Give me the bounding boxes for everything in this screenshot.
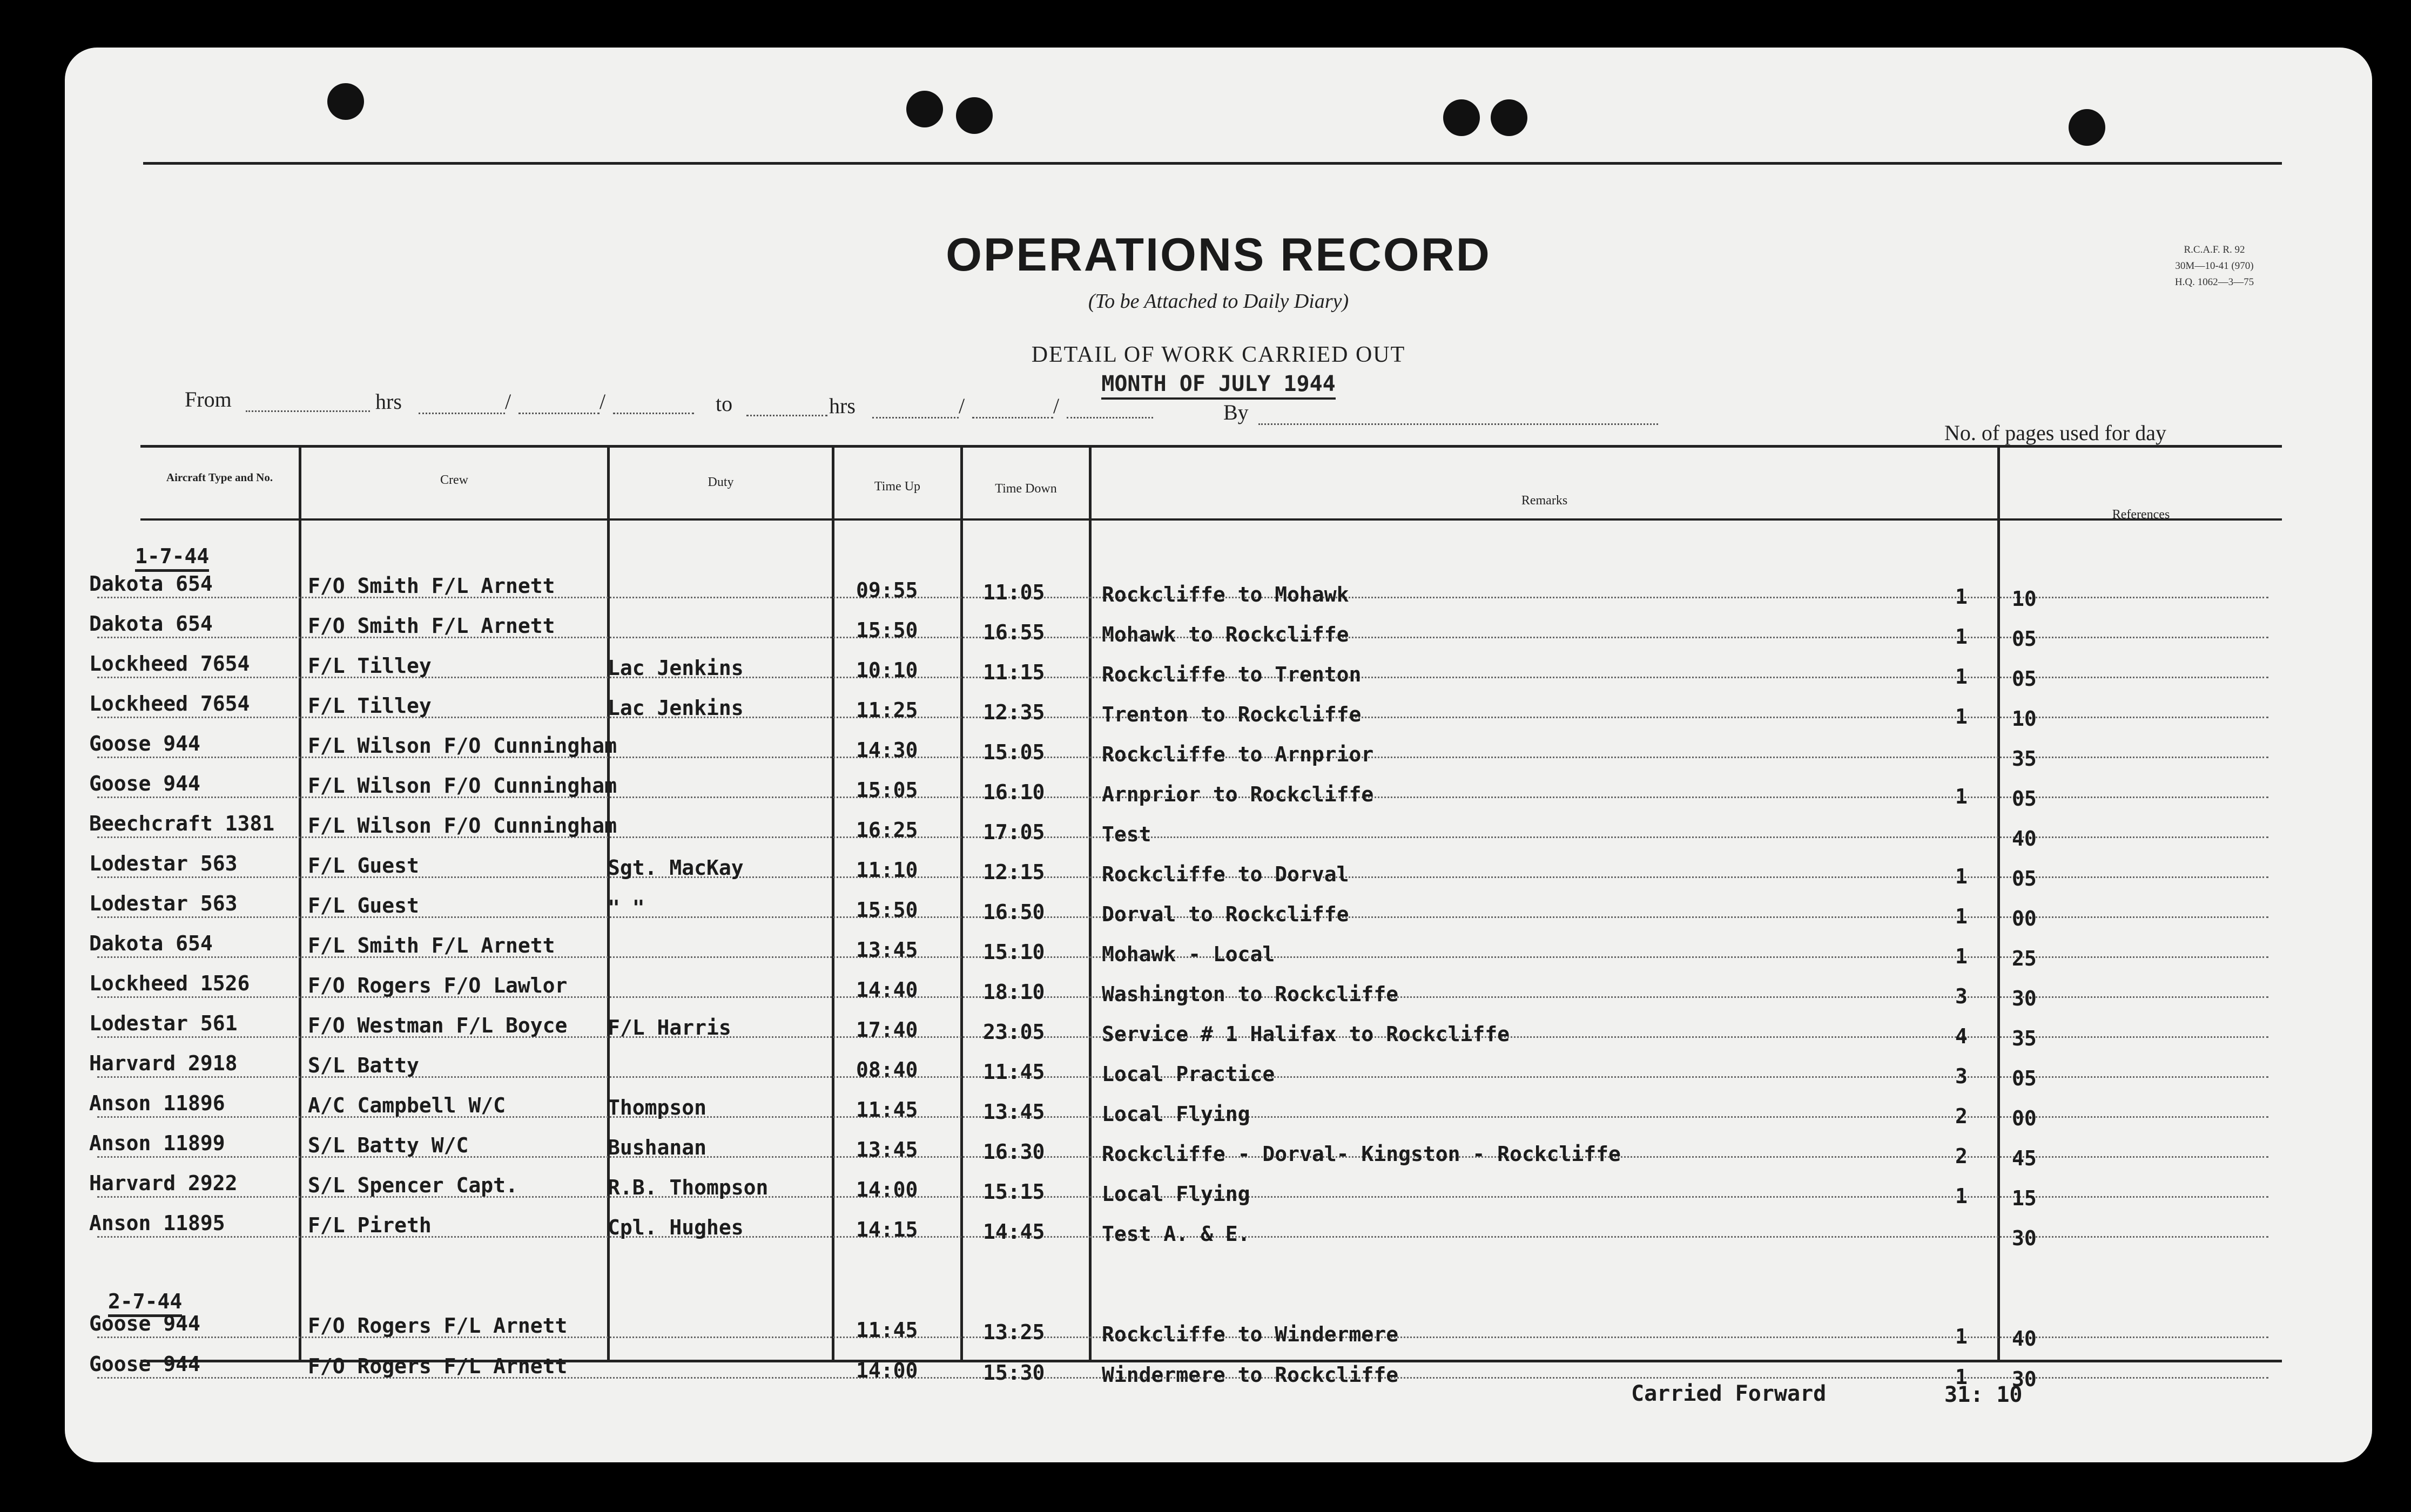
remarks-cell: Local Flying — [1102, 1182, 1250, 1206]
remarks-cell: Rockcliffe to Windermere — [1102, 1322, 1399, 1346]
time-up-cell: 17:40 — [856, 1018, 918, 1042]
remarks-cell: Windermere to Rockcliffe — [1102, 1363, 1399, 1387]
page-subtitle: (To be Attached to Daily Diary) — [1088, 290, 1349, 313]
minutes-cell: 40 — [2012, 1327, 2037, 1351]
aircraft-cell: Harvard 2918 — [89, 1051, 238, 1075]
punch-hole — [906, 91, 943, 127]
time-down-cell: 17:05 — [983, 820, 1045, 844]
crew-cell: F/L Wilson F/O Cunningham — [308, 814, 617, 838]
remarks-cell: Local Practice — [1102, 1062, 1275, 1086]
remarks-cell: Test — [1102, 822, 1151, 846]
aircraft-cell: Lockheed 7654 — [89, 692, 250, 716]
hours-cell: 1 — [1955, 785, 1968, 808]
minutes-cell: 35 — [2012, 1027, 2037, 1050]
time-up-cell: 15:05 — [856, 778, 918, 802]
aircraft-cell: Harvard 2922 — [89, 1171, 238, 1195]
top-rule — [143, 162, 2282, 165]
duty-cell: F/L Harris — [608, 1016, 731, 1040]
time-down-cell: 11:15 — [983, 660, 1045, 684]
to-label: to — [716, 392, 733, 416]
hours-cell: 1 — [1955, 665, 1968, 688]
punch-hole — [956, 97, 993, 134]
time-down-cell: 18:10 — [983, 980, 1045, 1004]
hours-cell: 2 — [1955, 1144, 1968, 1168]
punch-hole — [327, 83, 364, 120]
table-header-rule — [140, 518, 2282, 521]
time-down-cell: 23:05 — [983, 1020, 1045, 1044]
time-down-cell: 16:30 — [983, 1140, 1045, 1164]
time-down-cell: 12:15 — [983, 860, 1045, 884]
aircraft-cell: Anson 11895 — [89, 1211, 225, 1235]
aircraft-cell: Lodestar 563 — [89, 852, 238, 875]
time-down-cell: 16:55 — [983, 620, 1045, 644]
time-down-cell: 15:10 — [983, 940, 1045, 964]
minutes-cell: 35 — [2012, 747, 2037, 771]
time-up-cell: 10:10 — [856, 658, 918, 682]
aircraft-cell: Dakota 654 — [89, 612, 213, 636]
crew-cell: F/L Smith F/L Arnett — [308, 934, 555, 957]
pages-label: No. of pages used for day — [1944, 421, 2166, 445]
time-down-cell: 15:05 — [983, 740, 1045, 764]
duty-cell: Thompson — [608, 1096, 707, 1119]
remarks-cell: Dorval to Rockcliffe — [1102, 902, 1349, 926]
crew-cell: F/L Guest — [308, 854, 419, 878]
aircraft-cell: Lodestar 561 — [89, 1011, 238, 1035]
crew-cell: S/L Batty W/C — [308, 1133, 469, 1157]
time-down-cell: 16:50 — [983, 900, 1045, 924]
minutes-cell: 30 — [2012, 1367, 2037, 1391]
hours-cell: 1 — [1955, 1325, 1968, 1348]
aircraft-cell: Beechcraft 1381 — [89, 812, 275, 835]
remarks-cell: Rockcliffe to Trenton — [1102, 663, 1362, 686]
crew-cell: F/O Smith F/L Arnett — [308, 614, 555, 638]
month-heading: MONTH OF JULY 1944 — [65, 372, 2372, 396]
hours-cell: 1 — [1955, 705, 1968, 728]
crew-cell: F/L Guest — [308, 894, 419, 917]
time-up-cell: 14:00 — [856, 1178, 918, 1202]
remarks-cell: Rockcliffe to Mohawk — [1102, 583, 1349, 606]
minutes-cell: 30 — [2012, 1226, 2037, 1250]
duty-cell: Lac Jenkins — [608, 696, 744, 720]
time-down-cell: 16:10 — [983, 780, 1045, 804]
crew-cell: F/O Rogers F/L Arnett — [308, 1314, 568, 1338]
remarks-cell: Arnprior to Rockcliffe — [1102, 782, 1374, 806]
remarks-cell: Washington to Rockcliffe — [1102, 982, 1399, 1006]
time-up-cell: 14:40 — [856, 978, 918, 1002]
hrs-label: hrs — [375, 389, 402, 414]
slash-label: / — [600, 389, 606, 414]
crew-cell: F/L Wilson F/O Cunningham — [308, 734, 617, 758]
col-duty: Duty — [708, 475, 734, 489]
minutes-cell: 30 — [2012, 987, 2037, 1010]
crew-cell: S/L Spencer Capt. — [308, 1173, 518, 1197]
aircraft-cell: Anson 11899 — [89, 1131, 225, 1155]
time-up-cell: 15:50 — [856, 898, 918, 922]
hours-cell: 1 — [1955, 944, 1968, 968]
time-up-cell: 14:30 — [856, 738, 918, 762]
date-header: 2-7-44 — [108, 1290, 182, 1317]
col-aircraft: Aircraft Type and No. — [166, 471, 273, 484]
punch-hole — [1443, 99, 1480, 136]
slash-label: / — [1053, 394, 1060, 418]
aircraft-cell: Goose 944 — [89, 1352, 200, 1376]
hours-cell: 4 — [1955, 1024, 1968, 1048]
minutes-cell: 10 — [2012, 707, 2037, 731]
minutes-cell: 05 — [2012, 627, 2037, 651]
remarks-cell: Local Flying — [1102, 1102, 1250, 1126]
slash-label: / — [959, 394, 965, 418]
slash-label: / — [505, 389, 511, 414]
remarks-cell: Rockcliffe to Dorval — [1102, 862, 1349, 886]
minutes-cell: 40 — [2012, 827, 2037, 850]
duty-cell: Sgt. MacKay — [608, 856, 744, 880]
time-up-cell: 09:55 — [856, 578, 918, 602]
page-title: OPERATIONS RECORD — [946, 229, 1491, 281]
minutes-cell: 45 — [2012, 1146, 2037, 1170]
remarks-cell: Service # 1 Halifax to Rockcliffe — [1102, 1022, 1510, 1046]
hours-cell: 2 — [1955, 1104, 1968, 1128]
minutes-cell: 00 — [2012, 1106, 2037, 1130]
by-label: By — [1223, 400, 1249, 424]
remarks-cell: Trenton to Rockcliffe — [1102, 703, 1362, 726]
hours-cell: 1 — [1955, 1365, 1968, 1389]
carried-forward-value: 31: 10 — [1944, 1382, 2023, 1407]
minutes-cell: 05 — [2012, 867, 2037, 890]
hours-cell: 3 — [1955, 1064, 1968, 1088]
time-up-cell: 13:45 — [856, 938, 918, 962]
crew-cell: F/L Pireth — [308, 1213, 432, 1237]
minutes-cell: 05 — [2012, 787, 2037, 811]
aircraft-cell: Goose 944 — [89, 732, 200, 755]
minutes-cell: 05 — [2012, 1066, 2037, 1090]
time-down-cell: 13:25 — [983, 1320, 1045, 1344]
hours-cell: 1 — [1955, 865, 1968, 888]
aircraft-cell: Anson 11896 — [89, 1091, 225, 1115]
crew-cell: S/L Batty — [308, 1054, 419, 1077]
remarks-cell: Mohawk - Local — [1102, 942, 1275, 966]
time-up-cell: 14:15 — [856, 1218, 918, 1241]
punch-hole — [2069, 109, 2105, 146]
time-up-cell: 16:25 — [856, 818, 918, 842]
table-top-rule — [140, 445, 2282, 448]
time-down-cell: 11:05 — [983, 580, 1045, 604]
time-up-cell: 11:10 — [856, 858, 918, 882]
aircraft-cell: Lodestar 563 — [89, 892, 238, 915]
hours-cell: 1 — [1955, 585, 1968, 609]
remarks-cell: Test A. & E. — [1102, 1222, 1250, 1246]
time-down-cell: 13:45 — [983, 1100, 1045, 1124]
duty-cell: Lac Jenkins — [608, 656, 744, 680]
remarks-cell: Mohawk to Rockcliffe — [1102, 623, 1349, 646]
time-up-cell: 13:45 — [856, 1138, 918, 1162]
aircraft-cell: Lockheed 1526 — [89, 971, 250, 995]
carried-forward-label: Carried Forward — [1631, 1381, 1827, 1406]
col-references: References — [2112, 508, 2170, 522]
operations-record-card — [65, 48, 2372, 1462]
from-label: From — [185, 387, 232, 411]
col-time-up: Time Up — [874, 480, 921, 494]
crew-cell: F/L Wilson F/O Cunningham — [308, 774, 617, 798]
aircraft-cell: Goose 944 — [89, 1312, 200, 1335]
time-up-cell: 11:45 — [856, 1318, 918, 1342]
crew-cell: F/O Rogers F/L Arnett — [308, 1354, 568, 1378]
minutes-cell: 05 — [2012, 667, 2037, 691]
aircraft-cell: Goose 944 — [89, 772, 200, 795]
aircraft-cell: Dakota 654 — [89, 932, 213, 955]
time-down-cell: 14:45 — [983, 1220, 1045, 1244]
time-up-cell: 08:40 — [856, 1058, 918, 1082]
col-remarks: Remarks — [1521, 494, 1568, 508]
crew-cell: F/O Westman F/L Boyce — [308, 1014, 568, 1037]
time-down-cell: 11:45 — [983, 1060, 1045, 1084]
crew-cell: A/C Campbell W/C — [308, 1094, 506, 1117]
remarks-cell: Rockcliffe - Dorval- Kingston - Rockcliffe — [1102, 1142, 1621, 1166]
hrs-label: hrs — [829, 394, 856, 418]
duty-cell: Bushanan — [608, 1136, 707, 1159]
col-time-down: Time Down — [995, 482, 1057, 496]
detail-heading: DETAIL OF WORK CARRIED OUT — [1031, 342, 1406, 367]
time-up-cell: 14:00 — [856, 1359, 918, 1382]
crew-cell: F/O Rogers F/O Lawlor — [308, 974, 568, 997]
duty-cell: " " — [608, 896, 645, 920]
time-up-cell: 11:25 — [856, 698, 918, 722]
duty-cell: Cpl. Hughes — [608, 1216, 744, 1239]
minutes-cell: 00 — [2012, 907, 2037, 930]
col-crew: Crew — [440, 473, 468, 487]
hours-cell: 1 — [1955, 1184, 1968, 1208]
crew-cell: F/O Smith F/L Arnett — [308, 574, 555, 598]
hours-cell: 1 — [1955, 905, 1968, 928]
time-down-cell: 15:30 — [983, 1361, 1045, 1385]
duty-cell: R.B. Thompson — [608, 1176, 769, 1199]
hours-cell: 1 — [1955, 625, 1968, 649]
time-down-cell: 15:15 — [983, 1180, 1045, 1204]
minutes-cell: 10 — [2012, 587, 2037, 611]
time-up-cell: 15:50 — [856, 618, 918, 642]
form-code: R.C.A.F. R. 92 30M—10-41 (970) H.Q. 1062—3—75 — [2174, 244, 2254, 288]
remarks-cell: Rockcliffe to Arnprior — [1102, 742, 1374, 766]
crew-cell: F/L Tilley — [308, 654, 432, 678]
time-up-cell: 11:45 — [856, 1098, 918, 1122]
minutes-cell: 15 — [2012, 1186, 2037, 1210]
hours-cell: 3 — [1955, 984, 1968, 1008]
punch-hole — [1491, 99, 1527, 136]
date-header: 1-7-44 — [135, 544, 209, 572]
aircraft-cell: Lockheed 7654 — [89, 652, 250, 676]
crew-cell: F/L Tilley — [308, 694, 432, 718]
time-down-cell: 12:35 — [983, 700, 1045, 724]
minutes-cell: 25 — [2012, 947, 2037, 970]
aircraft-cell: Dakota 654 — [89, 572, 213, 596]
